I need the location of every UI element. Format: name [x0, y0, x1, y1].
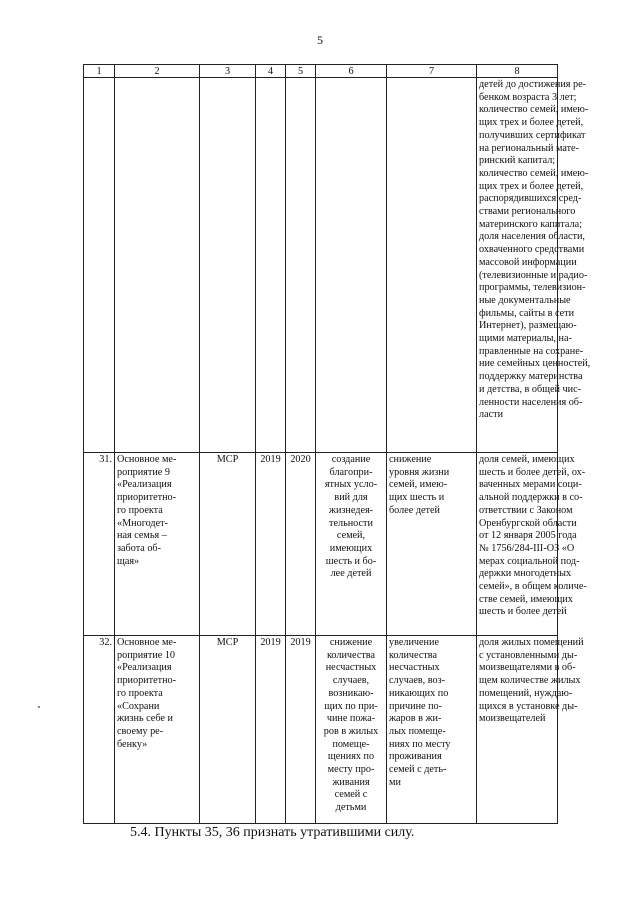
measure-name-cell — [115, 78, 200, 453]
cell-line: доля жилых помещений — [479, 637, 584, 648]
cell-line: роприятие 10 — [117, 649, 176, 661]
cell-line: ласти — [479, 409, 504, 421]
expected-result-cell — [316, 636, 387, 824]
cell-line: несчастных — [325, 662, 377, 674]
cell-line: жаров в жи- — [389, 713, 442, 725]
cell-line: щем количестве жилых — [479, 675, 581, 687]
expected-result-cell — [316, 453, 387, 636]
header-row — [84, 65, 558, 78]
cell-line: снижение — [329, 637, 373, 648]
header-cell-6: 6 — [316, 65, 387, 78]
cell-line: благопри- — [329, 466, 373, 478]
cell-line: мерах социальной под- — [479, 555, 580, 567]
cell-line: случаев, — [332, 675, 370, 687]
cell-line: Основное ме- — [117, 454, 177, 465]
cell-line: ятных усло- — [324, 479, 378, 491]
cell-line: правленные на сохране- — [479, 345, 584, 357]
measure-name-cell — [115, 636, 200, 824]
measures-table — [83, 64, 591, 824]
page-number: 5 — [317, 33, 323, 47]
cell-line: лых помеще- — [389, 725, 446, 737]
cell-line: помеще- — [332, 738, 370, 750]
cell-line: фильмы, сайты в сети — [479, 307, 575, 319]
cell-line: детей до достижения ре- — [479, 79, 587, 90]
start-year-cell: 2019 — [256, 636, 286, 824]
cell-line: вий для — [334, 492, 368, 504]
cell-line: доля населения области, — [479, 231, 585, 243]
cell-line: лее детей — [330, 568, 372, 580]
cell-line: ваченных мерами соци- — [479, 479, 582, 491]
cell-line: щих шесть и — [389, 492, 445, 504]
margin-dot — [38, 706, 40, 708]
cell-line: «Многодет- — [117, 517, 168, 529]
table-row — [84, 453, 558, 636]
cell-line: шесть и более детей — [479, 606, 567, 618]
start-year-cell — [256, 78, 286, 453]
cell-line: ная семья – — [117, 530, 167, 542]
executor-cell: МСР — [200, 636, 256, 824]
table-row — [84, 78, 558, 453]
cell-line: щими материалы, на- — [479, 333, 572, 345]
cell-line: ответствии с Законом — [479, 504, 573, 516]
cell-line: щих по при- — [324, 700, 378, 712]
cell-line: «Реализация — [117, 662, 172, 674]
cell-line: держки многодетных — [479, 568, 572, 580]
row-number-cell: 31. — [84, 453, 115, 636]
cell-line: чине пожа- — [326, 713, 376, 725]
end-year-cell: 2019 — [286, 636, 316, 824]
cell-line: щая» — [117, 555, 140, 567]
cell-line: роприятие 9 — [117, 466, 170, 478]
end-year-cell: 2020 — [286, 453, 316, 636]
cell-line: щих трех и более детей, — [479, 117, 584, 129]
header-cell-1: 1 — [84, 65, 115, 78]
header-cell-3: 3 — [200, 65, 256, 78]
cell-line: проживания — [389, 751, 442, 763]
cell-line: моизвещателями в об- — [479, 662, 576, 674]
cell-line: щихся в установке ды- — [479, 700, 578, 712]
cell-line: возникаю- — [328, 687, 374, 699]
cell-line: ринский капитал; — [479, 155, 556, 167]
cell-line: альной поддержки в со- — [479, 492, 583, 504]
cell-line: «Реализация — [117, 479, 172, 491]
cell-line: ные документальные — [479, 294, 571, 306]
consequence-cell — [387, 78, 477, 453]
cell-line: забота об- — [117, 542, 162, 554]
cell-line: живания — [332, 776, 370, 788]
cell-line: количества — [327, 649, 375, 661]
cell-line: ниях по месту — [389, 738, 451, 750]
cell-line: стве семей, имеющих — [479, 593, 573, 605]
cell-line: приоритетно- — [117, 675, 177, 687]
cell-line: получивших сертификат — [479, 129, 586, 141]
cell-line: и детства, в общей чис- — [479, 383, 582, 395]
cell-line: месту про- — [327, 764, 375, 776]
indicators-cell — [477, 453, 587, 636]
cell-line: бенком возраста 3 лет; — [479, 91, 577, 103]
cell-line: от 12 января 2005 года — [479, 530, 577, 542]
cell-line: шесть и бо- — [325, 555, 377, 567]
end-year-cell — [286, 78, 316, 453]
cell-line: детьми — [335, 802, 367, 814]
cell-line: охваченного средствами — [479, 244, 585, 256]
cell-line: Основное ме- — [117, 637, 177, 648]
cell-line: несчастных — [389, 662, 440, 674]
cell-line: (телевизионные и радио- — [479, 269, 588, 281]
cell-line: ствами регионального — [479, 206, 576, 218]
amendment-text: 5.4. Пункты 35, 36 признать утратившими силу. — [130, 825, 415, 840]
cell-line: массовой информации — [479, 256, 577, 268]
cell-line: Интернет), размещаю- — [479, 320, 577, 332]
cell-line: количества — [389, 649, 437, 661]
cell-line: на региональный мате- — [479, 142, 579, 154]
start-year-cell: 2019 — [256, 453, 286, 636]
cell-line: семей, имею- — [389, 479, 448, 491]
cell-line: имеющих — [329, 542, 373, 554]
header-cell-8: 8 — [477, 65, 558, 78]
row-number-cell: 32. — [84, 636, 115, 824]
cell-line: семей с деть- — [389, 764, 447, 776]
cell-line: семей», в общем количе- — [479, 581, 587, 593]
cell-line: снижение — [389, 454, 432, 465]
cell-line: никающих по — [389, 687, 449, 699]
row-number-cell — [84, 78, 115, 453]
expected-result-cell — [316, 78, 387, 453]
cell-line: семей, — [336, 530, 366, 542]
cell-line: семей с — [334, 789, 368, 801]
header-cell-4: 4 — [256, 65, 286, 78]
cell-line: го проекта — [117, 687, 163, 699]
consequence-cell — [387, 636, 477, 824]
indicators-cell — [477, 636, 584, 824]
cell-line: увеличение — [389, 637, 439, 648]
cell-line: количество семей, имею- — [479, 167, 589, 179]
cell-line: ров в жилых — [323, 725, 379, 737]
cell-line: шесть и более детей, ох- — [479, 466, 586, 478]
cell-line: создание — [331, 454, 371, 465]
header-cell-7: 7 — [387, 65, 477, 78]
cell-line: своему ре- — [117, 725, 164, 737]
measure-name-cell — [115, 453, 200, 636]
cell-line: ние семейных ценностей, — [479, 358, 591, 370]
cell-line: щениях по — [327, 751, 375, 763]
cell-line: ми — [389, 776, 401, 788]
header-cell-5: 5 — [286, 65, 316, 78]
cell-line: более детей — [389, 504, 440, 516]
cell-line: материнского капитала; — [479, 218, 582, 230]
cell-line: ленности населения об- — [479, 396, 583, 408]
cell-line: жизнедея- — [328, 504, 374, 516]
cell-line: моизвещателей — [479, 713, 546, 725]
executor-cell: МСР — [200, 453, 256, 636]
cell-line: уровня жизни — [389, 466, 450, 478]
cell-line: количество семей, имею- — [479, 104, 589, 116]
consequence-cell — [387, 453, 477, 636]
cell-line: с установленными ды- — [479, 649, 578, 661]
cell-line: распорядившихся сред- — [479, 193, 582, 205]
cell-line: жизнь себе и — [117, 713, 173, 725]
cell-line: приоритетно- — [117, 492, 177, 504]
cell-line: поддержку материнства — [479, 371, 583, 383]
cell-line: бенку» — [117, 738, 148, 750]
header-cell-2: 2 — [115, 65, 200, 78]
cell-line: Оренбургской области — [479, 517, 577, 529]
cell-line: помещений, нуждаю- — [479, 687, 573, 699]
cell-line: «Сохрани — [117, 700, 160, 712]
cell-line: го проекта — [117, 504, 163, 516]
executor-cell — [200, 78, 256, 453]
indicators-cell — [477, 78, 591, 453]
cell-line: программы, телевизион- — [479, 282, 586, 294]
cell-line: № 1756/284-III-ОЗ «О — [479, 542, 575, 554]
table-row — [84, 636, 558, 824]
cell-line: щих трех и более детей, — [479, 180, 584, 192]
cell-line: причине по- — [389, 700, 443, 712]
cell-line: доля семей, имеющих — [479, 454, 575, 465]
cell-line: тельности — [329, 517, 373, 529]
cell-line: случаев, воз- — [389, 675, 446, 687]
